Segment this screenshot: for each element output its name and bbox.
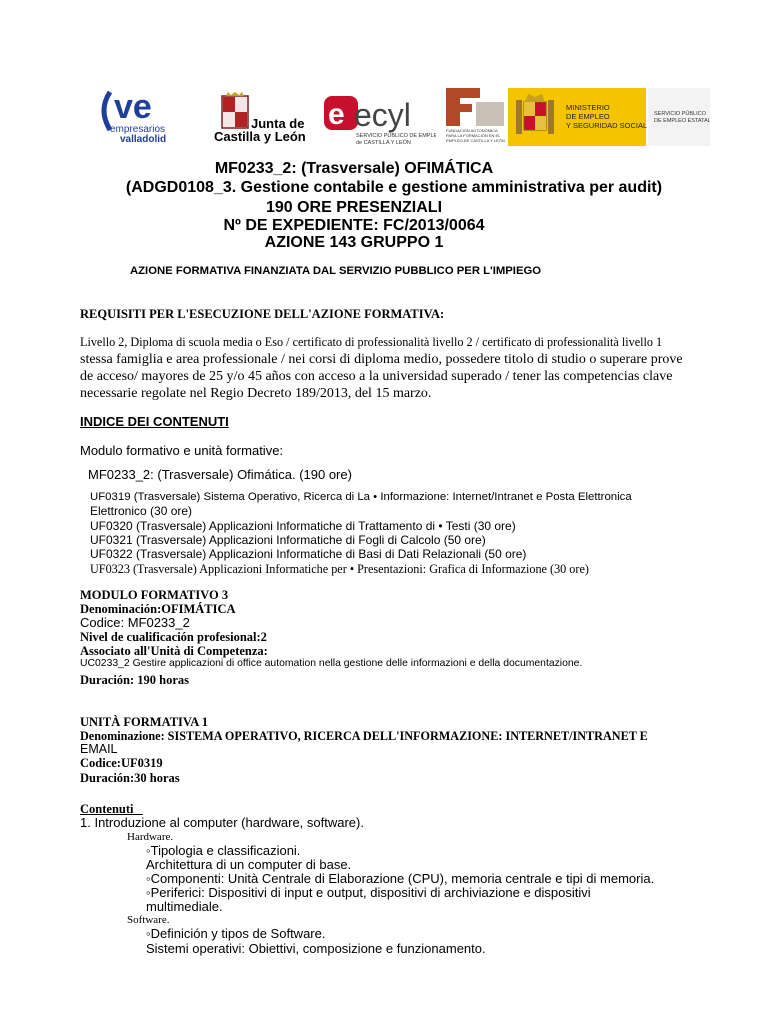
modulo-associato: Associato all'Unità di Competenza: [80,644,268,658]
title-line-4: Nº DE EXPEDIENTE: FC/2013/0064 [223,217,485,234]
title-line-1: MF0233_2: (Trasversale) OFIMÁTICA [214,160,494,177]
modulo-denominacion: Denominación:OFIMÁTICA [80,602,236,616]
modulo-codice: Codice: MF0233_2 [80,615,190,630]
unita-heading: UNITÀ FORMATIVA 1 [80,715,209,729]
hardware-item-2: Architettura di un computer di base. [146,857,352,872]
requisiti-line-1: Livello 2, Diploma di scuola media o Eso / certificato di professionalità livello 2 / certificato di professionalità livello 1 [80,335,663,349]
requisiti-heading: REQUISITI PER L'ESECUZIONE DELL'AZIONE FORMATIVA: [80,307,445,321]
uf-list-item-1: UF0319 (Trasversale) Sistema Operativo, Ricerca di La • Informazione: Internet/Intranet e Posta Elettronica [90,491,632,503]
contenuti-item-1: 1. Introduzione al computer (hardware, software). [80,815,364,830]
contenuti-software: Software. [127,914,170,926]
ministerio-line1: MINISTERIO [566,103,610,112]
sepe-line1: SERVICIO PÚBLICO [654,111,706,117]
modulo-duracion: Duración: 190 horas [80,673,190,687]
fe-line2: PARA LA FORMACIÓN EN EL [446,133,501,138]
uf-list-item-2: UF0320 (Trasversale) Applicazioni Informatiche di Trattamento di • Testi (30 ore) [90,519,516,533]
software-item-2: Sistemi operativi: Obiettivi, composizione e funzionamento. [146,941,486,956]
ecyl-line2: de CASTILLA Y LEÓN [356,140,411,146]
modulo-nivel: Nivel de cualificación profesional:2 [80,630,267,644]
ecyl-logo [322,94,436,146]
fe-line1: FUNDACIÓN AUTONÓMICA [446,128,498,133]
ve-logo-text: ve [114,88,152,126]
jcyl-line1: Junta de [251,116,305,131]
fundacion-autonomica-logo [446,88,506,146]
uf-list-item-1-cont: Elettronico (30 ore) [90,504,193,518]
contenuti-heading: Contenuti [80,802,134,816]
modulo-heading: MODULO FORMATIVO 3 [80,588,229,602]
indice-heading: INDICE DEI CONTENUTI [80,414,229,429]
contenuti-hardware: Hardware. [127,831,174,843]
requisiti-line-3: de acceso/ mayores de 25 y/o 45 años con acceso a la universidad superado / tener las competencias clave [80,369,673,384]
title-line-2: (ADGD0108_3. Gestione contabile e gestione amministrativa per audit) [125,179,663,196]
ministerio-empleo-logo [508,88,710,146]
unita-denominazione-cont: EMAIL [80,742,118,756]
modulo-label: Modulo formativo e unità formative: [80,443,284,458]
document-title-block [0,160,768,255]
modulo-item: MF0233_2: (Trasversale) Ofimática. (190 ore) [88,467,352,482]
ve-logo-line1: empresarios [110,124,166,135]
hardware-item-3: ◦Componenti: Unità Centrale di Elaborazione (CPU), memoria centrale e tipi di memoria. [146,871,655,886]
spain-coat-of-arms-icon [516,94,554,134]
modulo-uc: UC0233_2 Gestire applicazioni di office automation nella gestione delle informazioni e della documentazione. [80,658,583,669]
title-line-3: 190 ORE PRESENZIALI [265,199,443,216]
uf-list-item-4: UF0322 (Trasversale) Applicazioni Informatiche di Basi di Dati Relazionali (50 ore) [90,547,527,561]
software-item-1: ◦Definición y tipos de Software. [146,926,326,941]
ministerio-line3: Y SEGURIDAD SOCIAL [566,121,648,130]
ecyl-line1: SERVICIO PÚBLICO DE EMPLEO [356,133,436,139]
svg-text:e: e [328,98,345,131]
empresarios-valladolid-logo [96,86,192,146]
hardware-item-4: ◦Periferici: Dispositivi di input e output, dispositivi di archiviazione e dispositivi [146,885,591,900]
unita-duracion: Duración:30 horas [80,771,180,785]
ecyl-text: ecyl [354,97,411,133]
uf-list-item-3: UF0321 (Trasversale) Applicazioni Informatiche di Fogli di Calcolo (50 ore) [90,533,486,547]
junta-castilla-leon-logo [214,92,314,144]
ve-logo-line2: valladolid [120,134,167,145]
fe-line3: EMPLEO DE CASTILLA Y LEÓN [446,138,505,143]
hardware-item-1: ◦Tipologia e classificazioni. [146,843,301,858]
hardware-item-4-cont: multimediale. [146,899,223,914]
unita-codice: Codice:UF0319 [80,756,163,770]
title-line-5: AZIONE 143 GRUPPO 1 [264,234,444,251]
requisiti-line-2: stessa famiglia e area professionale / nei corsi di diploma medio, possedere titolo di studio o superare prove [80,352,683,367]
jcyl-line2: Castilla y León [214,129,306,144]
financing-subtitle: AZIONE FORMATIVA FINANZIATA DAL SERVIZIO PUBBLICO PER L'IMPIEGO [130,265,542,277]
ministerio-line2: DE EMPLEO [566,112,610,121]
unita-denominazione: Denominazione: SISTEMA OPERATIVO, RICERCA DELL'INFORMAZIONE: INTERNET/INTRANET E [80,729,648,743]
requisiti-line-4: necessarie regolate nel Regio Decreto 189/2013, del 15 marzo. [80,386,432,401]
uf-list-item-5: UF0323 (Trasversale) Applicazioni Informatiche per • Presentazioni: Grafica di Informazione (30 ore) [90,562,589,576]
sepe-line2: DE EMPLEO ESTATAL [654,118,710,124]
